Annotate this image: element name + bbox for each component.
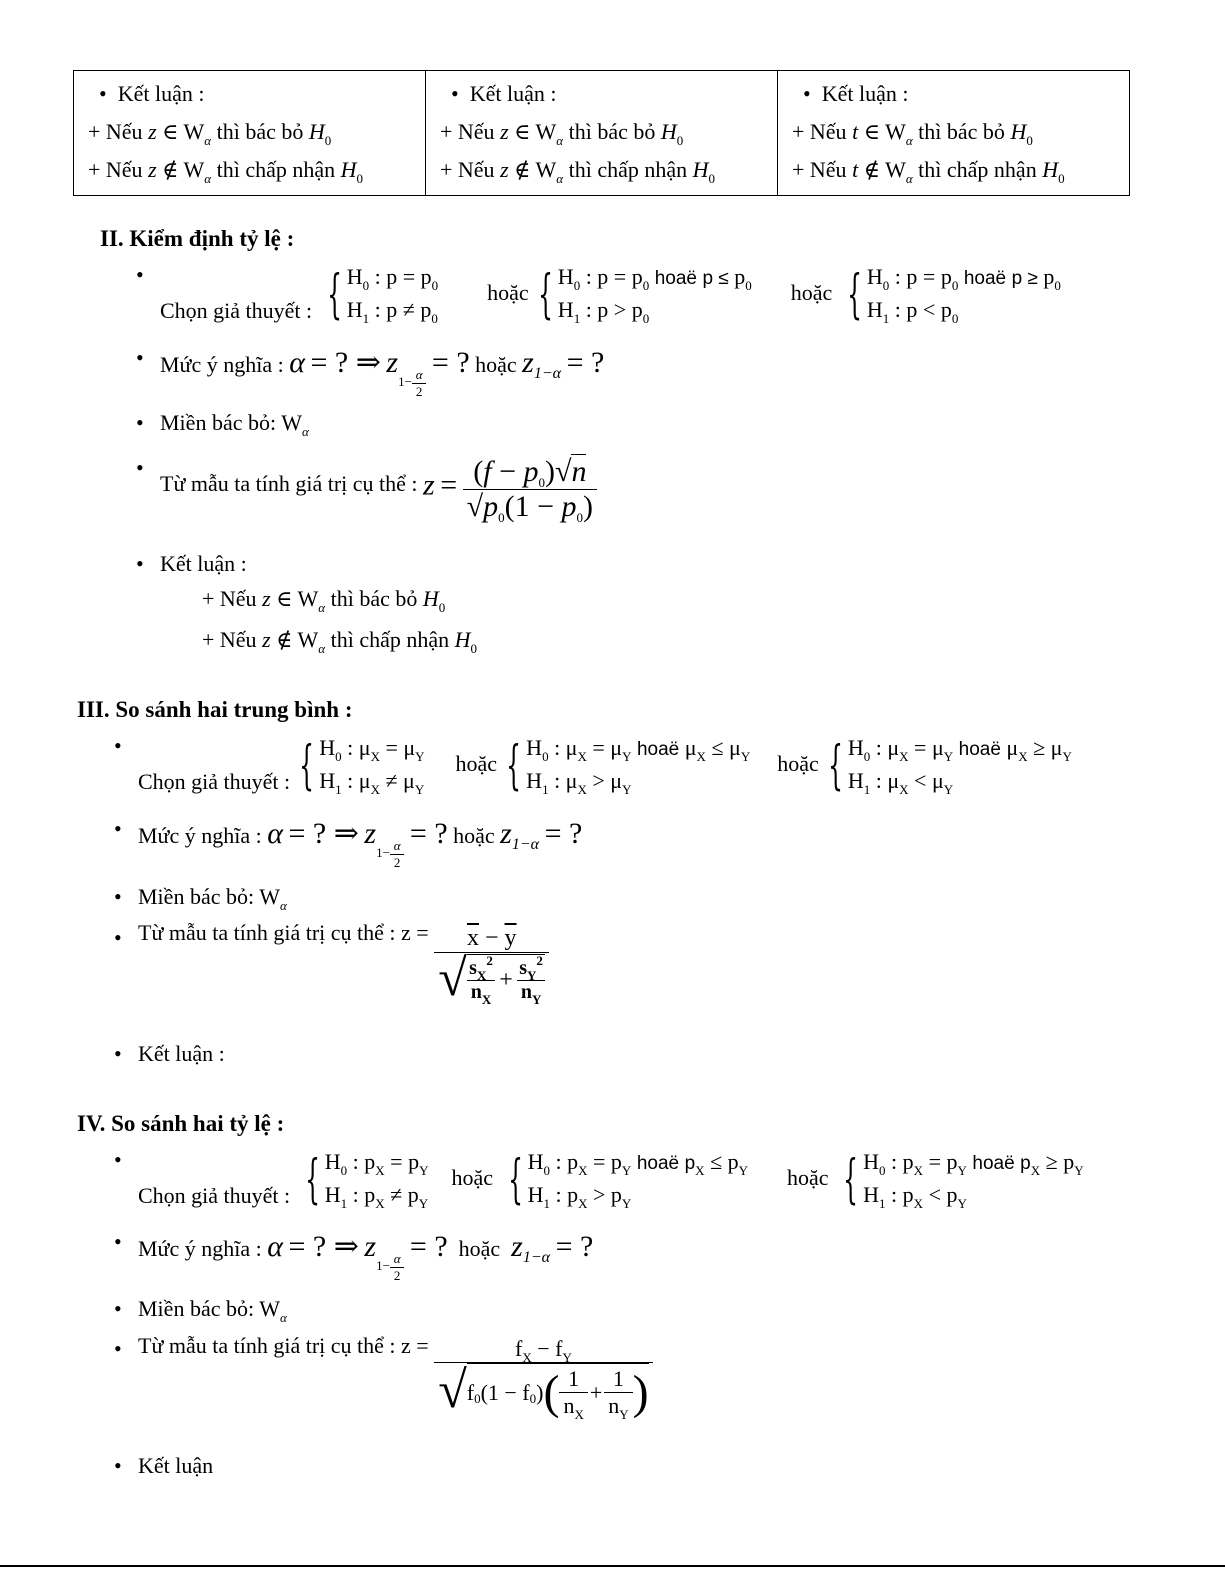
statistic-line: • Từ mẫu ta tính giá trị cụ thể : z = $\overline{x} - \overline{y}$ √ $\frac{s_X^2}{n_X}$ + $\frac{s_Y^2}{n_Y}$: [138, 925, 549, 1005]
test-variable: t: [852, 157, 859, 182]
choose-label: Chọn giả thuyết :: [138, 1183, 291, 1209]
reject-rule: + Nếu z ∈ $W_\alpha$ thì bác bỏ $H_0$: [202, 586, 446, 615]
section-title: II. Kiểm định tỷ lệ :: [100, 226, 295, 251]
or-label: hoặc: [787, 1165, 829, 1191]
accept-rule: + Nếu z ∉ $W_\alpha$ thì chấp nhận $H_0$: [202, 627, 478, 656]
region-label: Miền bác bỏ:: [160, 410, 277, 435]
cell-heading: Kết luận :: [469, 81, 557, 106]
conclusion-heading: • Kết luận: [138, 1453, 213, 1479]
choose-label: Chọn giả thuyết :: [160, 298, 313, 324]
conclusion-cell-3: • Kết luận : + Nếu t ∈ $W_\alpha$ thì bác bỏ $H_0$ + Nếu t ∉ $W_\alpha$ thì chấp nhận $H_0$: [778, 71, 1130, 196]
reject-text: thì bác bỏ: [330, 586, 418, 611]
statistic-formula: $\frac{(f - p_0)√n}{√p_0(1 - p_0)}$: [463, 455, 597, 524]
or-alt-label: hoaë: [636, 1153, 680, 1174]
hypothesis-system: { $H_0$ : $\mu_X = \mu_Y$ $H_1$ : $\mu_X \ne \mu_Y$: [299, 735, 425, 797]
choose-label: Chọn giả thuyết :: [138, 769, 291, 795]
or-label: hoặc: [453, 823, 495, 848]
reject-prefix: + Nếu: [792, 119, 847, 144]
accept-prefix: + Nếu: [792, 157, 847, 182]
hypothesis-system: { $H_0$ : $p = p_0$ hoaë $p \ge p_0$ $H_1$ : $p < p_0$: [846, 264, 1061, 326]
conclusion-cell-2: • Kết luận : + Nếu z ∈ $W_\alpha$ thì bác bỏ $H_0$ + Nếu z ∉ $W_\alpha$ thì chấp nhận $H_0$: [426, 71, 778, 196]
statistic-formula: $\overline{x} - \overline{y}$ √ $\frac{s_X^2}{n_X}$ + $\frac{s_Y^2}{n_Y}$: [434, 925, 549, 1005]
hypothesis-system: { $H_0$ : $p = p_0$ $H_1$ : $p \ne p_0$: [326, 264, 439, 326]
level-label: Mức ý nghĩa :: [138, 823, 262, 848]
reject-text: thì bác bỏ: [216, 119, 304, 144]
compute-label: Từ mẫu ta tính giá trị cụ thể :: [138, 920, 396, 946]
accept-text: thì chấp nhận: [918, 157, 1037, 182]
hypothesis-system: { $H_0$ : $p = p_0$ hoaë $p \le p_0$ $H_1$ : $p > p_0$: [537, 264, 752, 326]
significance-line: • Mức ý nghĩa : α = ? ⇒ $z_{1- \frac{\alpha}{2}}$ = ? hoặc $z_{1-\alpha}$ = ?: [138, 1229, 593, 1270]
statistic-formula: $f_X - f_Y$ √ f 0 (1 − f 0 ) ( $\frac{1}{n_X}$ + $\frac{1}{n_Y}$ ): [434, 1336, 652, 1419]
or-alt-label: hoaë: [972, 1153, 1015, 1174]
hypothesis-line: [138, 1147, 1084, 1213]
or-label: hoặc: [487, 280, 529, 306]
accept-prefix: + Nếu: [202, 627, 257, 652]
accept-text: thì chấp nhận: [568, 157, 688, 182]
or-label: hoặc: [790, 280, 833, 306]
hypothesis-line: [160, 262, 1061, 328]
or-label: hoặc: [455, 751, 498, 777]
section-title: III. So sánh hai trung bình :: [77, 697, 353, 722]
reject-prefix: + Nếu: [202, 586, 257, 611]
or-label: hoặc: [475, 352, 517, 377]
accept-text: thì chấp nhận: [216, 157, 336, 182]
page-bottom-rule: [0, 1565, 1225, 1567]
level-label: Mức ý nghĩa :: [138, 1236, 262, 1261]
or-label: hoặc: [777, 751, 819, 777]
conclusion-heading: • Kết luận :: [160, 551, 247, 577]
hypothesis-line: [138, 733, 1072, 799]
reject-text: thì bác bỏ: [568, 119, 656, 144]
test-variable: z: [500, 119, 509, 144]
or-alt-label: hoaë: [963, 268, 1007, 289]
hypothesis-system: { $H_0$ : $p_X = p_Y$ hoaë $p_X \ge p_Y$ $H_1$ : $p_X < p_Y$: [843, 1149, 1084, 1211]
reject-prefix: + Nếu: [88, 119, 143, 144]
compute-label: Từ mẫu ta tính giá trị cụ thể :: [160, 470, 418, 496]
cell-heading: Kết luận :: [821, 81, 909, 106]
test-variable: z: [148, 157, 157, 182]
hypothesis-system: { $H_0$ : $p_X = p_Y$ hoaë $p_X \le p_Y$ $H_1$ : $p_X > p_Y$: [507, 1149, 749, 1211]
hypothesis-system: { $H_0$ : $\mu_X = \mu_Y$ hoaë $\mu_X \le \mu_Y$ $H_1$ : $\mu_X > \mu_Y$: [506, 735, 751, 797]
reject-prefix: + Nếu: [440, 119, 495, 144]
significance-line: • Mức ý nghĩa : α = ? ⇒ $z_{1- \frac{\alpha}{2}}$ = ? hoặc $z_{1-\alpha}$ = ?: [160, 345, 604, 386]
conclusion-cell-1: • Kết luận : + Nếu z ∈ $W_\alpha$ thì bác bỏ $H_0$ + Nếu z ∉ $W_\alpha$ thì chấp nhận $H_0$: [74, 71, 426, 196]
reject-text: thì bác bỏ: [918, 119, 1005, 144]
section-title: IV. So sánh hai tỷ lệ :: [77, 1111, 285, 1136]
cell-heading: Kết luận :: [117, 81, 205, 106]
rejection-region-line: • Miền bác bỏ: $W_\alpha$: [138, 884, 287, 910]
region-label: Miền bác bỏ:: [138, 884, 255, 909]
or-label: hoặc: [458, 1236, 501, 1261]
rejection-region-line: • Miền bác bỏ: $W_\alpha$: [160, 410, 309, 436]
conclusion-table: [73, 70, 1130, 196]
accept-prefix: + Nếu: [440, 157, 495, 182]
conclusion-heading: • Kết luận :: [138, 1041, 225, 1067]
compute-label: Từ mẫu ta tính giá trị cụ thể :: [138, 1332, 396, 1358]
or-alt-label: hoaë: [636, 739, 680, 760]
hypothesis-system: { $H_0$ : $p_X = p_Y$ $H_1$ : $p_X \ne p_Y$: [304, 1149, 429, 1211]
rejection-region-line: • Miền bác bỏ: $W_\alpha$: [138, 1296, 287, 1322]
significance-line: • Mức ý nghĩa : α = ? ⇒ $z_{1- \frac{\alpha}{2}}$ = ? hoặc $z_{1-\alpha}$ = ?: [138, 816, 582, 857]
statistic-line: • Từ mẫu ta tính giá trị cụ thể : z = $\frac{(f - p_0)√n}{√p_0(1 - p_0)}$: [160, 455, 597, 524]
or-alt-label: hoaë: [958, 739, 1001, 760]
test-variable: z: [148, 119, 157, 144]
test-variable: z: [500, 157, 509, 182]
statistic-line: • Từ mẫu ta tính giá trị cụ thể : z = $f_X - f_Y$ √ f 0 (1 − f 0 ) ( $\frac{1}{n_X}$ + $\frac{1}{n_Y}$ ): [138, 1336, 653, 1419]
or-alt-label: hoaë: [654, 268, 697, 289]
hypothesis-system: { $H_0$ : $\mu_X = \mu_Y$ hoaë $\mu_X \ge \mu_Y$ $H_1$ : $\mu_X < \mu_Y$: [827, 735, 1072, 797]
or-label: hoặc: [451, 1165, 493, 1191]
region-label: Miền bác bỏ:: [138, 1296, 255, 1321]
accept-text: thì chấp nhận: [330, 627, 450, 652]
accept-prefix: + Nếu: [88, 157, 143, 182]
test-variable: t: [852, 119, 859, 144]
level-label: Mức ý nghĩa :: [160, 352, 284, 377]
